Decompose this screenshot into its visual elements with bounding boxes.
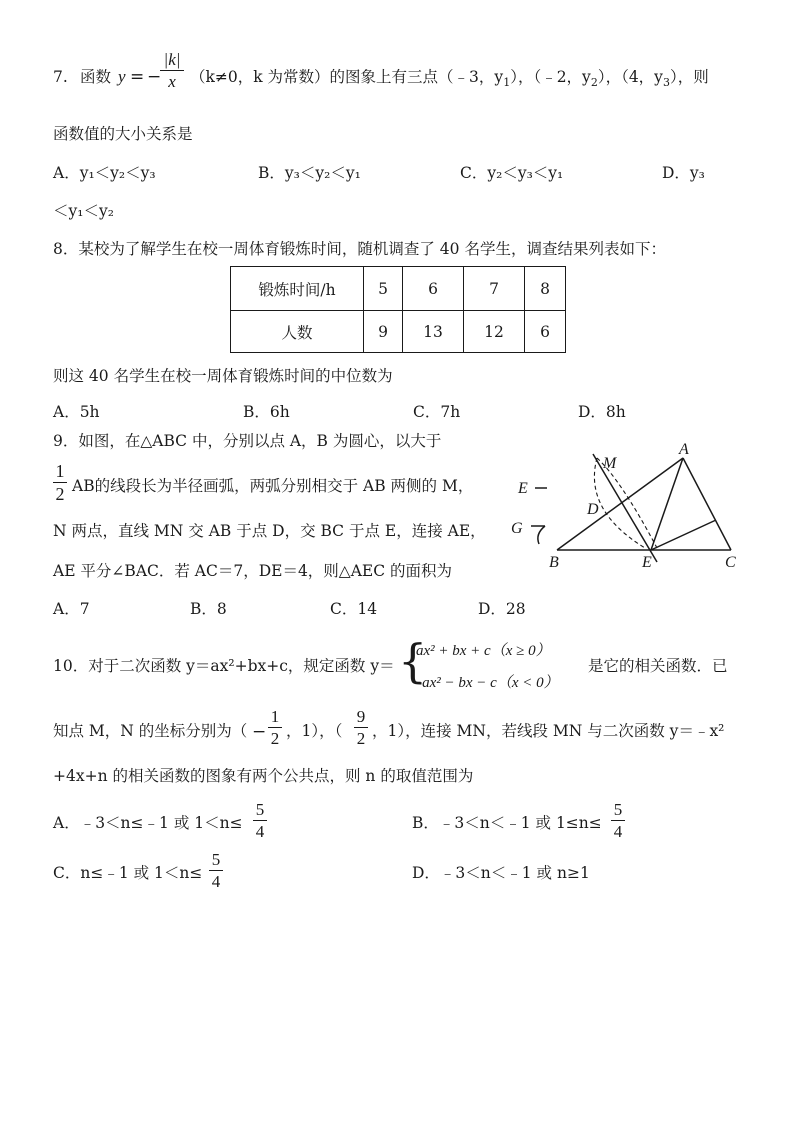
table-cell: 6 [403, 267, 464, 311]
table-cell: 9 [364, 311, 403, 353]
q10-brace: { [398, 634, 428, 688]
q7-fraction [160, 51, 184, 90]
table-cell: 13 [403, 311, 464, 353]
q9-line1: 9．如图，在△ABC 中，分别以点 A，B 为圆心，以大于 [53, 432, 442, 450]
q10-option-b[interactable]: B．﹣3＜n＜﹣1 或 1≤n≤ [412, 814, 602, 832]
frac-num: 5 [613, 800, 623, 819]
q10-option-a-fraction [253, 801, 267, 840]
q8-stem: 8．某校为了解学生在校一周体育锻炼时间，随机调查了 40 名学生，调查结果列表如下： [53, 240, 666, 258]
q8-question: 则这 40 名学生在校一周体育锻炼时间的中位数为 [53, 367, 393, 385]
label-g-cut: G [511, 520, 523, 537]
label-m: M [603, 455, 617, 472]
q10-option-b-fraction [611, 801, 625, 840]
segment-ae [651, 458, 683, 550]
q10-option-c[interactable]: C．n≤﹣1 或 1＜n≤ [53, 864, 203, 882]
q10-case2: −ax² − bx − c（x < 0） [412, 675, 559, 691]
table-cell: 8 [525, 267, 566, 311]
q9-frac-den: 2 [55, 484, 65, 504]
q9-option-a[interactable]: A．7 [53, 600, 90, 618]
frac-bar [209, 870, 223, 871]
q7-intro: 函数 [80, 68, 112, 86]
q8-table [230, 266, 566, 353]
frac-den: 4 [255, 822, 265, 841]
table-header-count: 人数 [231, 311, 364, 353]
q10-line2-a: 知点 M，N 的坐标分别为（ [53, 722, 248, 740]
q7-option-c[interactable]: C．y₂＜y₃＜y₁ [460, 164, 564, 182]
q7-option-a[interactable]: A．y₁＜y₂＜y₃ [53, 164, 156, 182]
q9-frac-bar [53, 482, 67, 483]
table-cell: 5 [364, 267, 403, 311]
q10-m-den: 2 [270, 729, 280, 748]
q7-frac-denominator: x [168, 72, 176, 91]
table-cell: 6 [525, 311, 566, 353]
q7-option-b[interactable]: B．y₃＜y₂＜y₁ [258, 164, 361, 182]
q10-line3: +4x+n 的相关函数的图象有两个公共点，则 n 的取值范围为 [53, 767, 474, 785]
q9-line4: AE 平分∠BAC．若 AC＝7，DE＝4，则△AEC 的面积为 [53, 562, 453, 580]
q9-frac-num: 1 [55, 461, 65, 481]
q10-line2-c: ，1），连接 MN，若线段 MN 与二次函数 y＝﹣x² [372, 722, 725, 740]
label-b: B [549, 554, 559, 571]
q10-n-bar [354, 727, 368, 728]
q10-m-sign: − [252, 722, 267, 742]
cut-line-g [531, 526, 545, 544]
q8-option-c[interactable]: C．7h [413, 403, 461, 421]
q7-minus: − [147, 67, 162, 87]
q9-line3: N 两点，直线 MN 交 AB 于点 D，交 BC 于点 E，连接 AE， [53, 522, 486, 540]
frac-num: 5 [255, 800, 265, 819]
q7-equals: = [130, 67, 145, 87]
q8-option-b[interactable]: B．6h [243, 403, 290, 421]
q10-m-bar [268, 727, 282, 728]
segment-ac [683, 458, 731, 550]
segment-ba [557, 458, 683, 550]
label-e-cut: E [518, 480, 528, 497]
segment-ef [651, 520, 716, 550]
table-cell: 7 [464, 267, 525, 311]
arc-2 [594, 458, 645, 548]
frac-bar [611, 820, 625, 821]
q7-condition: （k≠0，k 为常数）的图象上有三点（﹣3，$y_1$），（﹣2，$y_2$），（4，$y_3$），则 [190, 68, 709, 90]
frac-den: 4 [211, 872, 221, 891]
frac-den: 4 [613, 822, 623, 841]
q8-option-d[interactable]: D．8h [578, 403, 626, 421]
q10-option-d[interactable]: D．﹣3＜n＜﹣1 或 n≥1 [412, 864, 590, 882]
label-c: C [725, 554, 736, 571]
q7-lhs-y: y [118, 67, 126, 86]
label-e: E [642, 554, 652, 571]
q9-geometry-figure [505, 440, 755, 575]
q10-intro: 10．对于二次函数 y＝ax²+bx+c，规定函数 y＝ [53, 657, 395, 675]
q10-m-num: 1 [270, 707, 280, 726]
frac-bar [253, 820, 267, 821]
q9-fraction-half [53, 462, 67, 503]
table-cell: 12 [464, 311, 525, 353]
frac-num: 5 [211, 850, 221, 869]
q10-n-fraction [354, 708, 368, 747]
q10-tail: 是它的相关函数．已 [588, 657, 728, 675]
q9-option-b[interactable]: B．8 [190, 600, 227, 618]
q7-frac-bar [160, 70, 184, 71]
q9-line2: AB的线段长为半径画弧，两弧分别相交于 AB 两侧的 M， [72, 477, 474, 495]
q7-option-d[interactable]: D．y₃ [662, 164, 705, 182]
q10-line2-b: ，1），（ [286, 722, 343, 740]
label-a: A [679, 441, 689, 458]
q7-frac-numerator: |k| [163, 50, 181, 69]
q9-option-c[interactable]: C．14 [330, 600, 378, 618]
q10-n-num: 9 [356, 707, 366, 726]
q10-option-a[interactable]: A．﹣3＜n≤﹣1 或 1＜n≤ [53, 814, 243, 832]
q7-number: 7. [53, 68, 68, 86]
table-header-time: 锻炼时间/h [231, 267, 364, 311]
q10-m-fraction [268, 708, 282, 747]
q7-option-d-cont: ＜y₁＜y₂ [53, 202, 114, 220]
q8-option-a[interactable]: A．5h [53, 403, 100, 421]
q10-case1: ax² + bx + c（x ≥ 0） [416, 643, 551, 659]
label-d: D [587, 501, 599, 518]
q10-n-den: 2 [356, 729, 366, 748]
q10-option-c-fraction [209, 851, 223, 890]
q9-option-d[interactable]: D．28 [478, 600, 526, 618]
q7-line2: 函数值的大小关系是 [53, 125, 193, 143]
